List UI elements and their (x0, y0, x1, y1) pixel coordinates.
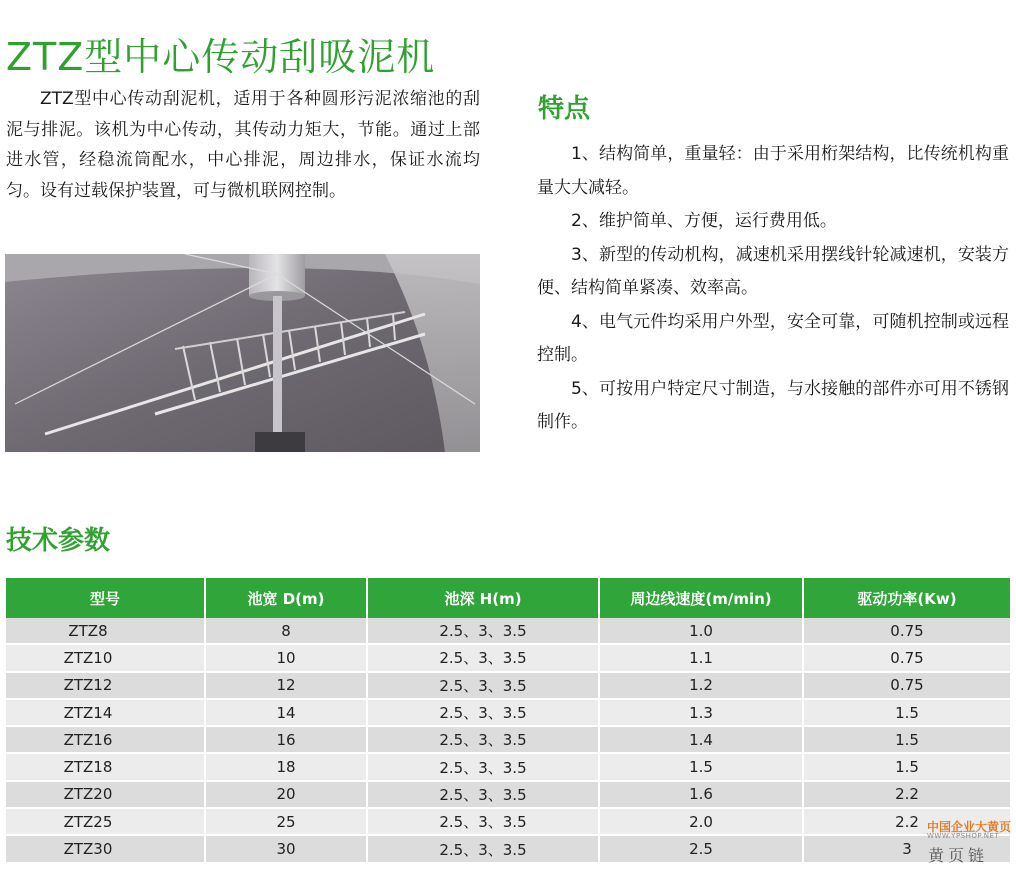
cell-power: 0.75 (803, 618, 1010, 644)
feature-item: 5、可按用户特定尺寸制造，与水接触的部件亦可用不锈钢制作。 (537, 378, 1009, 432)
cell-power: 1.5 (803, 726, 1010, 753)
cell-model: ZTZ30 (6, 835, 205, 862)
cell-power: 0.75 (803, 672, 1010, 699)
specs-heading: 技术参数 (6, 526, 111, 556)
intro-paragraph: ZTZ型中心传动刮泥机，适用于各种圆形污泥浓缩池的刮泥与排泥。该机为中心传动，其传动力矩大，节能。通过上部进水管，经稳流筒配水，中心排泥，周边排水，保证水流均匀。设有过载保护装置，可与微机联网控制。 (6, 89, 480, 201)
cell-speed: 2.0 (599, 808, 803, 835)
cell-model: ZTZ14 (6, 699, 205, 726)
table-row (6, 618, 1010, 644)
cell-model: ZTZ18 (6, 753, 205, 780)
table-row (6, 726, 1010, 753)
feature-item: 4、电气元件均采用户外型，安全可靠，可随机控制或远程控制。 (537, 311, 1009, 365)
table-row (6, 781, 1010, 808)
cell-depth: 2.5、3、3.5 (367, 781, 599, 808)
watermark-logo-text: 中国企业大黄页 (927, 820, 1012, 834)
cell-width: 10 (205, 644, 367, 671)
cell-model: ZTZ8 (6, 618, 205, 644)
table-row (6, 753, 1010, 780)
cell-model: ZTZ10 (6, 644, 205, 671)
cell-model: ZTZ20 (6, 781, 205, 808)
cell-depth: 2.5、3、3.5 (367, 835, 599, 862)
cell-speed: 1.5 (599, 753, 803, 780)
column-header: 型号 (6, 578, 205, 618)
product-photo (5, 254, 480, 452)
cell-width: 20 (205, 781, 367, 808)
cell-speed: 2.5 (599, 835, 803, 862)
cell-power: 1.5 (803, 699, 1010, 726)
column-header: 驱动功率(Kw) (803, 578, 1010, 618)
cell-width: 16 (205, 726, 367, 753)
cell-speed: 1.6 (599, 781, 803, 808)
cell-speed: 1.0 (599, 618, 803, 644)
table-header-row (6, 578, 1010, 618)
cell-speed: 1.2 (599, 672, 803, 699)
cell-depth: 2.5、3、3.5 (367, 808, 599, 835)
cell-width: 25 (205, 808, 367, 835)
cell-speed: 1.1 (599, 644, 803, 671)
cell-depth: 2.5、3、3.5 (367, 699, 599, 726)
cell-power: 1.5 (803, 753, 1010, 780)
cell-width: 18 (205, 753, 367, 780)
table-row (6, 672, 1010, 699)
column-header: 池宽 D(m) (205, 578, 367, 618)
page-title: ZTZ型中心传动刮吸泥机 (6, 35, 436, 79)
table-row (6, 808, 1010, 835)
cell-width: 30 (205, 835, 367, 862)
feature-item: 1、结构简单，重量轻：由于采用桁架结构，比传统机构重量大大减轻。 (537, 144, 1009, 198)
cell-speed: 1.4 (599, 726, 803, 753)
feature-item: 2、维护简单、方便，运行费用低。 (571, 211, 837, 231)
cell-depth: 2.5、3、3.5 (367, 726, 599, 753)
table-row (6, 699, 1010, 726)
features-heading: 特点 (538, 94, 591, 124)
watermark-caption: 黄页链 (928, 846, 989, 865)
cell-power: 3 (803, 835, 1010, 862)
column-header: 周边线速度(m/min) (599, 578, 803, 618)
cell-speed: 1.3 (599, 699, 803, 726)
cell-power: 0.75 (803, 644, 1010, 671)
column-header: 池深 H(m) (367, 578, 599, 618)
table-row (6, 835, 1010, 862)
spec-table (6, 578, 1010, 864)
cell-depth: 2.5、3、3.5 (367, 618, 599, 644)
cell-width: 8 (205, 618, 367, 644)
cell-power: 2.2 (803, 808, 1010, 835)
table-row (6, 644, 1010, 671)
cell-model: ZTZ16 (6, 726, 205, 753)
cell-width: 14 (205, 699, 367, 726)
watermark-url: WWW.YPSHOP.NET (927, 832, 1000, 840)
cell-power: 2.2 (803, 781, 1010, 808)
features-list (537, 138, 1009, 440)
cell-depth: 2.5、3、3.5 (367, 753, 599, 780)
cell-depth: 2.5、3、3.5 (367, 672, 599, 699)
cell-model: ZTZ12 (6, 672, 205, 699)
feature-item: 3、新型的传动机构，减速机采用摆线针轮减速机，安装方便、结构简单紧凑、效率高。 (537, 244, 1009, 298)
cell-width: 12 (205, 672, 367, 699)
cell-depth: 2.5、3、3.5 (367, 644, 599, 671)
cell-model: ZTZ25 (6, 808, 205, 835)
